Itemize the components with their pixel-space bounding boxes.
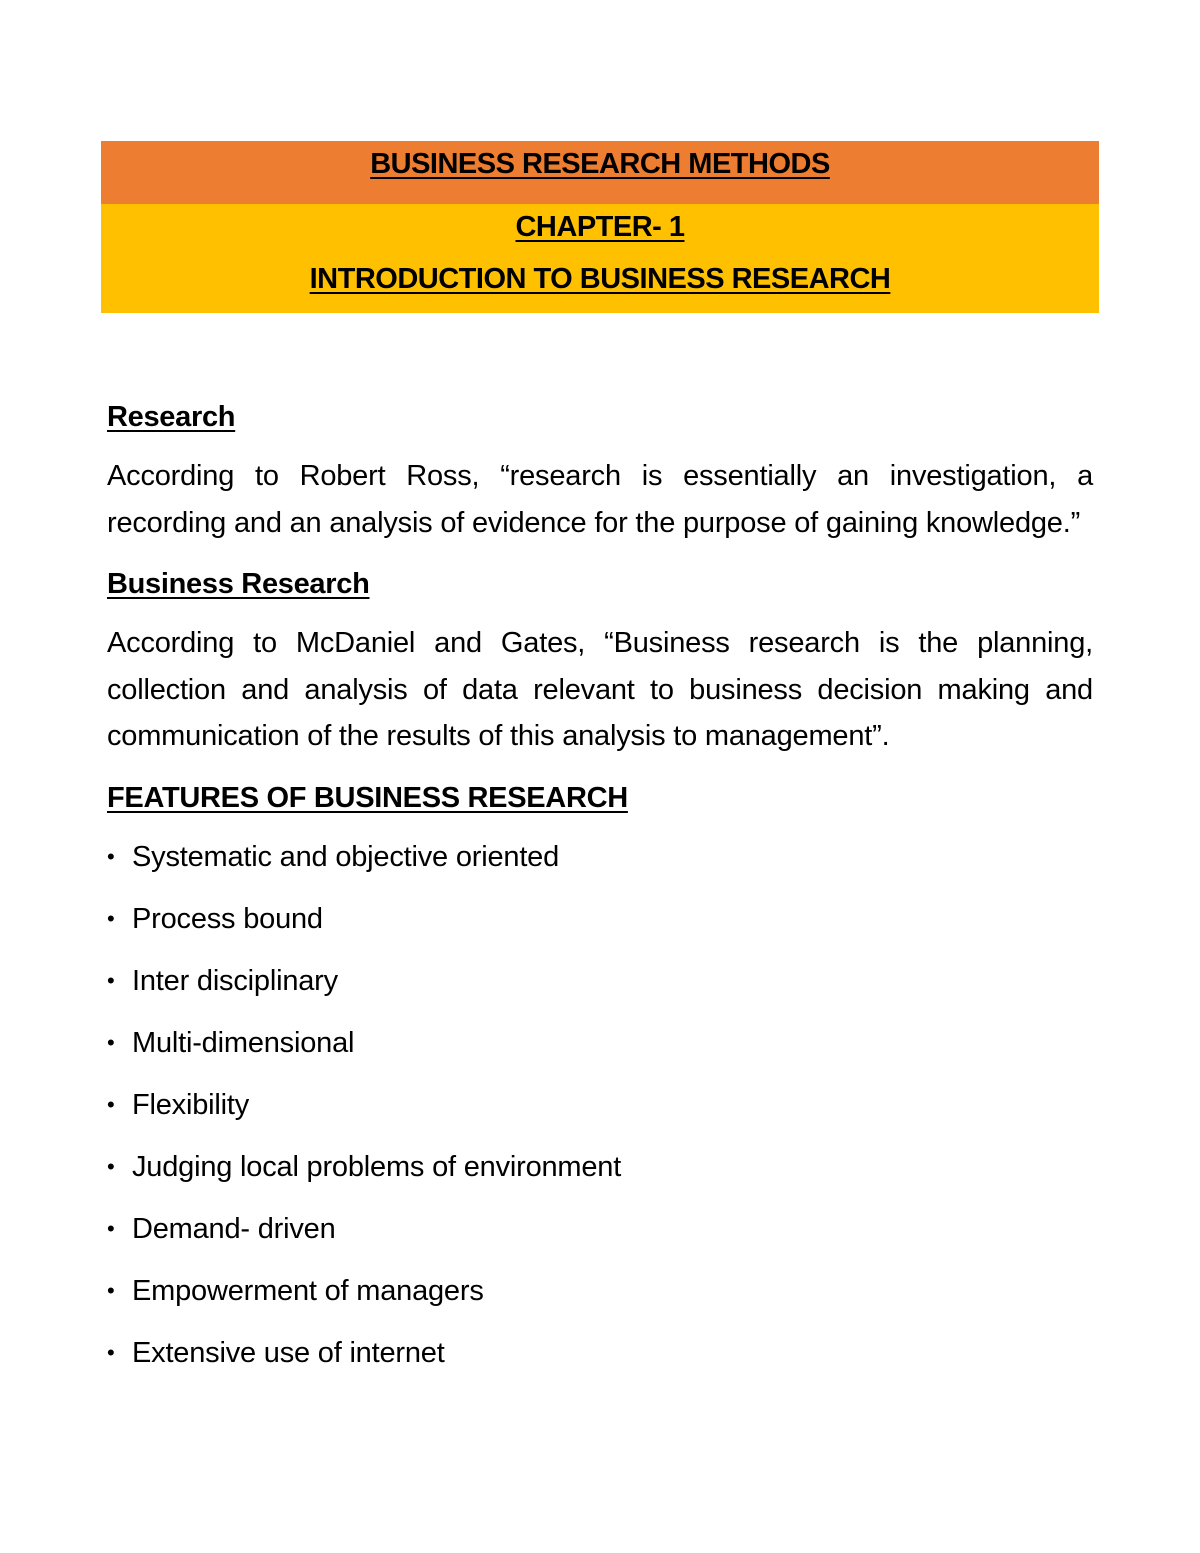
research-definition: According to Robert Ross, “research is essentially an investigation, a recording and an analysis of evidence for the purpose of gaining knowledge.”: [107, 460, 1093, 539]
bullet-icon: •: [107, 905, 115, 931]
document-body: [107, 393, 1093, 1392]
subject-title: BUSINESS RESEARCH METHODS: [101, 141, 1099, 204]
list-item: [107, 1020, 1093, 1082]
list-item: [107, 1268, 1093, 1330]
list-item: [107, 1082, 1093, 1144]
business-research-heading: Business Research: [107, 568, 370, 600]
list-item: [107, 1206, 1093, 1268]
bullet-icon: •: [107, 967, 115, 993]
bullet-icon: •: [107, 1029, 115, 1055]
bullet-icon: •: [107, 1153, 115, 1179]
features-heading: FEATURES OF BUSINESS RESEARCH: [107, 781, 628, 814]
chapter-number: CHAPTER- 1: [515, 211, 685, 243]
bullet-icon: •: [107, 1215, 115, 1241]
list-item-text: Demand- driven: [132, 1212, 336, 1245]
chapter-title: INTRODUCTION TO BUSINESS RESEARCH: [309, 263, 891, 295]
list-item-text: Inter disciplinary: [132, 964, 338, 997]
bullet-icon: •: [107, 843, 115, 869]
research-heading: Research: [107, 401, 236, 433]
bullet-icon: •: [107, 1339, 115, 1365]
bullet-icon: •: [107, 1277, 115, 1303]
bullet-icon: •: [107, 1091, 115, 1117]
list-item: [107, 958, 1093, 1020]
list-item-text: Judging local problems of environment: [132, 1150, 622, 1183]
list-item-text: Multi-dimensional: [132, 1026, 355, 1059]
list-item-text: Process bound: [132, 902, 323, 935]
features-list: [107, 834, 1093, 1392]
title-block: [101, 141, 1099, 313]
list-item-text: Empowerment of managers: [132, 1274, 484, 1307]
list-item-text: Systematic and objective oriented: [132, 840, 560, 873]
list-item: [107, 896, 1093, 958]
business-research-definition: According to McDaniel and Gates, “Business research is the planning, collection and analysis of data relevant to business decision making and communication of the results of this analysis to management”.: [107, 627, 1093, 752]
chapter-band: [101, 204, 1099, 313]
list-item-text: Extensive use of internet: [132, 1336, 445, 1369]
list-item-text: Flexibility: [132, 1088, 250, 1121]
list-item: [107, 834, 1093, 896]
list-item: [107, 1144, 1093, 1206]
list-item: [107, 1330, 1093, 1392]
